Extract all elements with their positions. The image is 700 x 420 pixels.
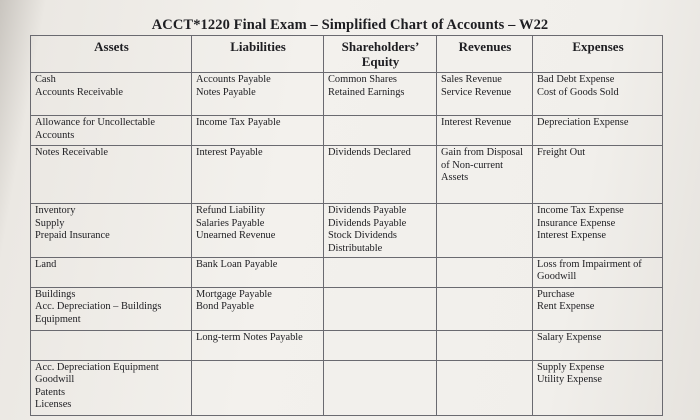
account-name: Buildings (35, 288, 76, 300)
account-row (31, 360, 663, 415)
liabilities-cell (192, 257, 324, 287)
revenues-cell (437, 330, 533, 360)
account-name: Interest Payable (196, 147, 263, 159)
header-revenues: Revenues (437, 36, 533, 73)
account-name: Interest Expense (537, 230, 606, 242)
assets-cell (31, 330, 192, 360)
revenues-cell (437, 73, 533, 116)
account-name: Prepaid Insurance (35, 230, 110, 242)
account-name: Bad Debt Expense (537, 74, 615, 85)
account-name: Land (35, 258, 57, 270)
account-name: Supply Expense (537, 361, 605, 373)
account-name: Common Shares (328, 74, 397, 85)
account-row (31, 146, 663, 204)
liabilities-cell (192, 287, 324, 330)
expenses-cell (533, 73, 663, 116)
chart-of-accounts-table (30, 35, 663, 416)
assets-cell (31, 360, 192, 415)
equity-cell (324, 360, 437, 415)
account-name: Notes Payable (196, 86, 256, 98)
account-name: Loss from Impairment of Goodwill (537, 258, 642, 282)
revenues-cell (437, 116, 533, 146)
liabilities-cell (192, 204, 324, 257)
account-name: Patents (35, 386, 66, 398)
revenues-cell (437, 360, 533, 415)
expenses-cell (533, 204, 663, 257)
account-name: Inventory (35, 205, 76, 217)
account-name: Freight Out (537, 147, 586, 159)
account-name: Bond Payable (196, 301, 255, 313)
account-name: Mortgage Payable (196, 288, 272, 300)
account-name: Salary Expense (537, 331, 602, 343)
header-equity: Shareholders’ Equity (324, 36, 437, 73)
account-row (31, 116, 663, 146)
account-name: Supply (35, 217, 65, 229)
liabilities-cell (192, 330, 324, 360)
account-row (31, 287, 663, 330)
assets-cell (31, 146, 192, 204)
account-name: Salaries Payable (196, 217, 265, 229)
revenues-cell (437, 287, 533, 330)
account-name: Insurance Expense (537, 217, 616, 229)
account-name: Bank Loan Payable (196, 258, 278, 270)
account-name: Equipment (35, 313, 81, 325)
account-name: Allowance for Uncollectable Accounts (35, 117, 156, 141)
account-name: Dividends Declared (328, 147, 411, 159)
header-assets: Assets (31, 36, 192, 73)
account-row (31, 257, 663, 287)
account-name: Sales Revenue (441, 74, 502, 85)
account-row (31, 330, 663, 360)
account-name: Goodwill (35, 374, 75, 386)
account-name: Accounts Payable (196, 74, 271, 85)
assets-cell (31, 73, 192, 116)
expenses-cell (533, 257, 663, 287)
assets-cell (31, 116, 192, 146)
account-name: Utility Expense (537, 374, 602, 386)
expenses-cell (533, 146, 663, 204)
assets-cell (31, 287, 192, 330)
account-name: Stock Dividends Distributable (328, 230, 397, 254)
assets-cell (31, 257, 192, 287)
equity-cell (324, 287, 437, 330)
equity-cell (324, 73, 437, 116)
equity-cell (324, 116, 437, 146)
account-name: Gain from Disposal of Non-current Assets (441, 147, 523, 184)
revenues-cell (437, 204, 533, 257)
account-name: Cost of Goods Sold (537, 86, 619, 98)
assets-cell (31, 204, 192, 257)
expenses-cell (533, 116, 663, 146)
account-name: Refund Liability (196, 205, 265, 217)
account-name: Dividends Payable (328, 205, 407, 217)
chart-title: ACCT*1220 Final Exam – Simplified Chart of Accounts – W22 (151, 17, 549, 33)
expenses-cell (533, 330, 663, 360)
equity-cell (324, 330, 437, 360)
header-expenses: Expenses (533, 36, 663, 73)
account-name: Income Tax Payable (196, 117, 281, 129)
account-name: Interest Revenue (441, 117, 512, 129)
liabilities-cell (192, 360, 324, 415)
revenues-cell (437, 257, 533, 287)
equity-cell (324, 204, 437, 257)
account-name: Retained Earnings (328, 86, 405, 98)
account-name: Licenses (35, 399, 72, 411)
account-name: Unearned Revenue (196, 230, 276, 242)
liabilities-cell (192, 146, 324, 204)
expenses-cell (533, 287, 663, 330)
equity-cell (324, 257, 437, 287)
account-row (31, 73, 663, 116)
account-name: Income Tax Expense (537, 205, 624, 217)
account-name: Acc. Depreciation – Buildings (35, 301, 162, 313)
revenues-cell (437, 146, 533, 204)
liabilities-cell (192, 116, 324, 146)
account-name: Rent Expense (537, 301, 595, 313)
account-name: Dividends Payable (328, 217, 407, 229)
account-name: Accounts Receivable (35, 86, 123, 98)
account-name: Acc. Depreciation Equipment (35, 361, 159, 373)
header-liabilities: Liabilities (192, 36, 324, 73)
account-name: Notes Receivable (35, 147, 108, 159)
liabilities-cell (192, 73, 324, 116)
account-name: Long-term Notes Payable (196, 331, 303, 343)
header-row (31, 36, 663, 73)
expenses-cell (533, 360, 663, 415)
account-name: Cash (35, 74, 56, 85)
account-row (31, 204, 663, 257)
equity-cell (324, 146, 437, 204)
account-name: Purchase (537, 288, 575, 300)
account-name: Service Revenue (441, 86, 512, 98)
account-name: Depreciation Expense (537, 117, 629, 129)
